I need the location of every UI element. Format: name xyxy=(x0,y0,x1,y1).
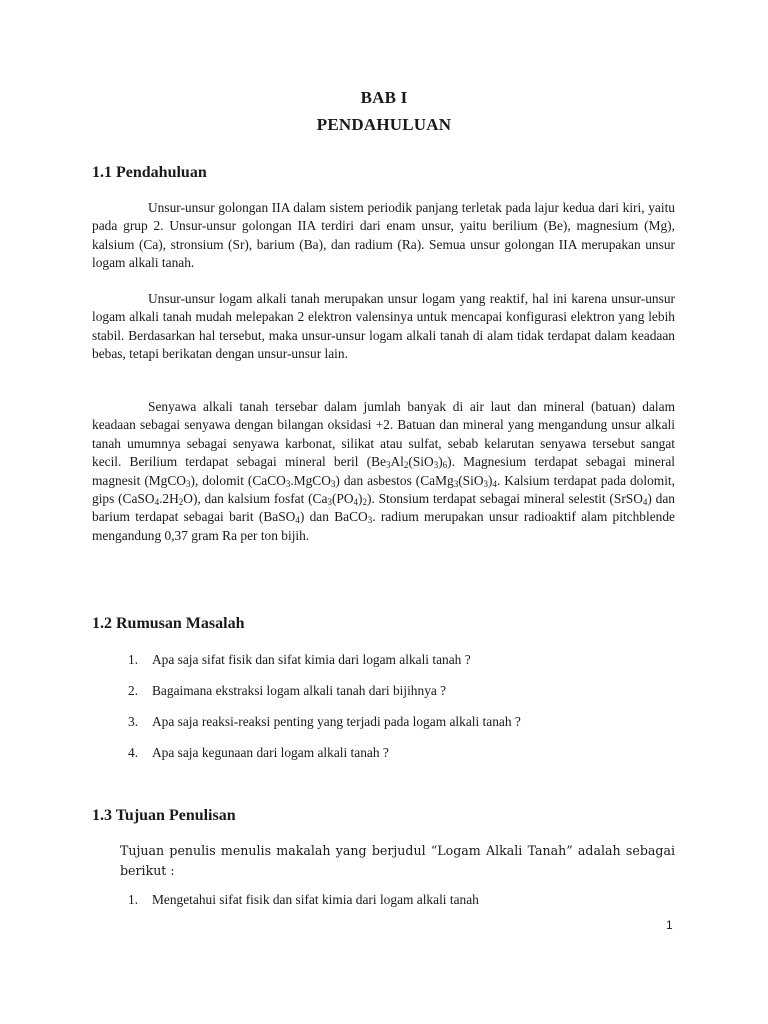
list-item-number: 1. xyxy=(128,892,139,907)
chapter-title: PENDAHULUAN xyxy=(316,115,452,134)
list-item-number: 3. xyxy=(128,714,139,729)
list-item-number: 1. xyxy=(128,652,139,667)
list-item xyxy=(128,744,389,762)
list-item-text: Apa saja kegunaan dari logam alkali tanah ? xyxy=(152,745,389,760)
list-item xyxy=(128,682,446,700)
paragraph-1: Unsur-unsur golongan IIA dalam sistem periodik panjang terletak pada lajur kedua dari kiri, yaitu pada grup 2. Unsur-unsur golongan IIA terdiri dari enam unsur, yaitu berilium (Be), magnesium (Mg), kalsium (Ca), stronsium (Sr), barium (Ba), dan radium (Ra). Semua unsur golongan IIA merupakan unsur logam alkali tanah. xyxy=(92,200,675,271)
list-item-number: 2. xyxy=(128,683,139,698)
list-item-text: Apa saja reaksi-reaksi penting yang terjadi pada logam alkali tanah ? xyxy=(152,714,521,729)
paragraph-3: Senyawa alkali tanah tersebar dalam jumlah banyak di air laut dan mineral (batuan) dalam keadaan sebagai senyawa dengan bilangan oksidasi +2. Batuan dan mineral yang mengandung unsur alkali tanah umumnya sebagai senyawa karbonat, silikat atau sulfat, sebab kelarutan senyawa tersebut sangat kecil. Berilium terdapat sebagai mineral beril $(Be_3Al_2(SiO_3)_6)$. Magnesium terdapat sebagai mineral magnesit (MgCO$_3$), dolomit (CaCO$_3$.MgCO$_3$) dan asbestos ($CaMg_3(SiO_3)_4$. Kalsium terdapat pada dolomit, gips $(CaSO_4.2H_2O)$, dan kalsium fosfat $(Ca_3(PO_4)_2)$. Stonsium terdapat sebagai mineral selestit (SrSO$_4$) dan barium terdapat sebagai barit (BaSO$_4$) dan BaCO$_3$. radium merupakan unsur radioaktif alam pitchblende mengandung 0,37 gram Ra per ton bijih. xyxy=(92,399,675,543)
section-heading-rumusan-masalah: 1.2 Rumusan Masalah xyxy=(92,615,245,632)
list-item-text: Mengetahui sifat fisik dan sifat kimia dari logam alkali tanah xyxy=(152,892,479,907)
list-item xyxy=(128,891,479,909)
list-item-text: Bagaimana ekstraksi logam alkali tanah dari bijihnya ? xyxy=(152,683,447,698)
chapter-label: BAB I xyxy=(360,88,408,107)
list-item xyxy=(128,713,521,731)
section-heading-pendahuluan: 1.1 Pendahuluan xyxy=(92,164,207,181)
section-heading-tujuan-penulisan: 1.3 Tujuan Penulisan xyxy=(92,807,236,824)
list-item-number: 4. xyxy=(128,745,139,760)
list-item xyxy=(128,651,471,669)
list-item-text: Apa saja sifat fisik dan sifat kimia dari logam alkali tanah ? xyxy=(152,652,471,667)
tujuan-intro: Tujuan penulis menulis makalah yang berjudul “Logam Alkali Tanah” adalah sebagai berikut : xyxy=(120,843,675,878)
paragraph-2: Unsur-unsur logam alkali tanah merupakan unsur logam yang reaktif, hal ini karena unsur-unsur logam alkali tanah mudah melepakan 2 elektron valensinya untuk mencapai konfigurasi elektron yang lebih stabil. Berdasarkan hal tersebut, maka unsur-unsur logam alkali tanah di alam tidak terdapat dalam keadaan bebas, tetapi berikatan dengan unsur-unsur lain. xyxy=(92,291,675,362)
page-number: 1 xyxy=(666,918,673,932)
